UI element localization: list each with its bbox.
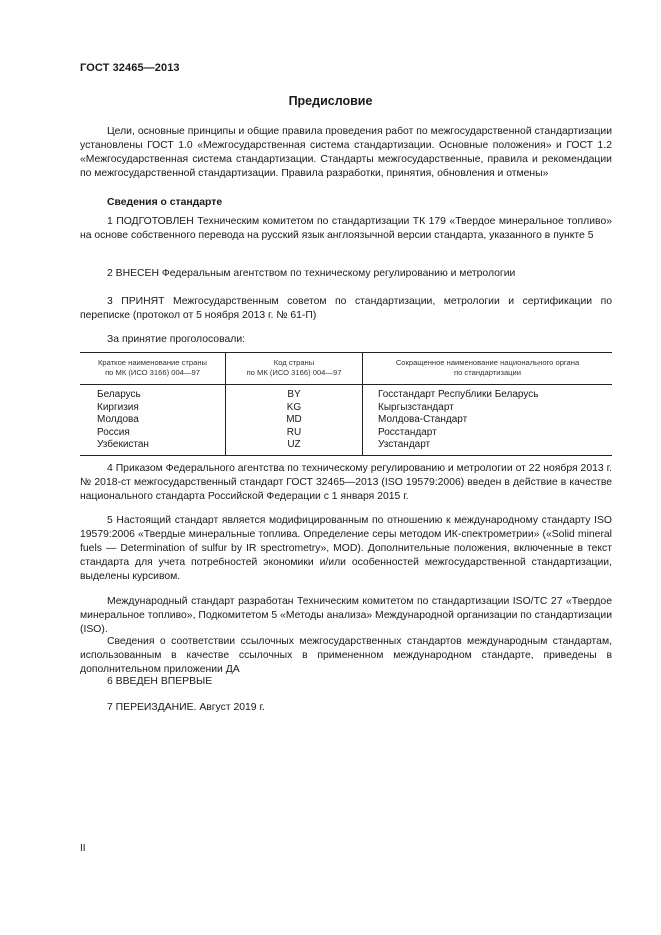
table-row [80, 414, 612, 427]
vote-table-header-row [80, 353, 612, 385]
table-row [80, 439, 612, 455]
item-2-paragraph: 2 ВНЕСЕН Федеральным агентством по техническому регулированию и метрологии [107, 268, 516, 279]
body-cell: Узстандарт [363, 439, 613, 455]
code-cell: KG [226, 402, 363, 415]
item-1-paragraph: 1 ПОДГОТОВЛЕН Техническим комитетом по стандартизации ТК 179 «Твердое минеральное топливо» на основе собственного перевода на русский язык англоязычной версии стандарта, указанного в пункте 5 [80, 216, 612, 241]
item-5-paragraph: 5 Настоящий стандарт является модифицированным по отношению к международному стандарту ISO 19579:2006 «Твердые минеральные топлива. Определение серы методом ИК-спектрометрии» («Solid mineral fuels — Determination of sulfur by IR spectrometry», MOD). Дополнительные положения, включенные в текст стандарта для учета потребностей экономики и/или особенностей межгосударственной стандартизации, выделены курсивом. [80, 515, 612, 582]
header-country [80, 353, 226, 385]
header-country-line2: по МК (ИСО 3166) 004—97 [105, 368, 200, 377]
country-cell: Беларусь [97, 389, 141, 400]
code-cell: MD [226, 414, 363, 427]
header-body-line2: по стандартизации [453, 368, 522, 377]
page-title: Предисловие [288, 94, 373, 108]
vote-intro: За принятие проголосовали: [107, 334, 246, 345]
country-cell: Киргизия [97, 401, 139, 413]
body-cell: Молдова-Стандарт [363, 414, 613, 427]
item-5-international-paragraph: Международный стандарт разработан Техническим комитетом по стандартизации ISO/TC 27 «Твердое минеральное топливо», Подкомитетом 5 «Методы анализа» Международной организации по стандартизации (ISO). [80, 596, 612, 635]
body-cell: Госстандарт Республики Беларусь [363, 385, 613, 402]
table-row [80, 402, 612, 415]
header-body [363, 353, 613, 385]
intro-paragraph: Цели, основные принципы и общие правила проведения работ по межгосударственной стандартизации установлены ГОСТ 1.0 «Межгосударственная система стандартизации. Основные положения» и ГОСТ 1.2 «Межгосударственная система стандартизации. Стандарты межгосударственные, правила и рекомендации по межгосударственной стандартизации. Правила разработки, принятия, обновления и отмены» [80, 126, 612, 179]
section-heading: Сведения о стандарте [107, 197, 223, 208]
header-code-line2: по МК (ИСО 3166) 004—97 [246, 368, 342, 377]
header-country-line1: Краткое наименование страны [98, 358, 207, 367]
header-code [226, 353, 363, 385]
item-5-references-paragraph: Сведения о соответствии ссылочных межгосударственных стандартов международным стандартам, использованным в качестве ссылочных в примененном международном стандарте, приведены в дополнительном приложении ДА [80, 636, 612, 675]
vote-table [80, 352, 612, 456]
item-6-paragraph: 6 ВВЕДЕН ВПЕРВЫЕ [107, 676, 213, 687]
country-cell: Молдова [97, 414, 139, 425]
header-code-line1: Код страны [273, 358, 315, 367]
header-body-line1: Сокращенное наименование национального органа [395, 358, 580, 367]
table-row [80, 385, 612, 402]
code-cell: RU [226, 427, 363, 440]
item-4-paragraph: 4 Приказом Федерального агентства по техническому регулированию и метрологии от 22 ноября 2013 г. № 2018-ст межгосударственный стандарт ГОСТ 32465—2013 (ISO 19579:2006) введен в действие в качестве национального стандарта Российской Федерации с 1 января 2015 г. [80, 463, 612, 502]
item-7-paragraph: 7 ПЕРЕИЗДАНИЕ. Август 2019 г. [107, 702, 265, 713]
code-cell: UZ [226, 439, 363, 455]
table-row [80, 427, 612, 440]
country-cell: Россия [97, 426, 130, 438]
code-cell: BY [226, 385, 363, 402]
page-number: II [80, 843, 86, 854]
body-cell: Кыргызстандарт [363, 402, 613, 415]
document-code: ГОСТ 32465—2013 [80, 62, 180, 74]
country-cell: Узбекистан [80, 439, 226, 455]
body-cell: Росстандарт [363, 427, 613, 440]
item-3-paragraph: 3 ПРИНЯТ Межгосударственным советом по стандартизации, метрологии и сертификации по переписке (протокол от 5 ноября 2013 г. № 61-П) [80, 296, 612, 321]
